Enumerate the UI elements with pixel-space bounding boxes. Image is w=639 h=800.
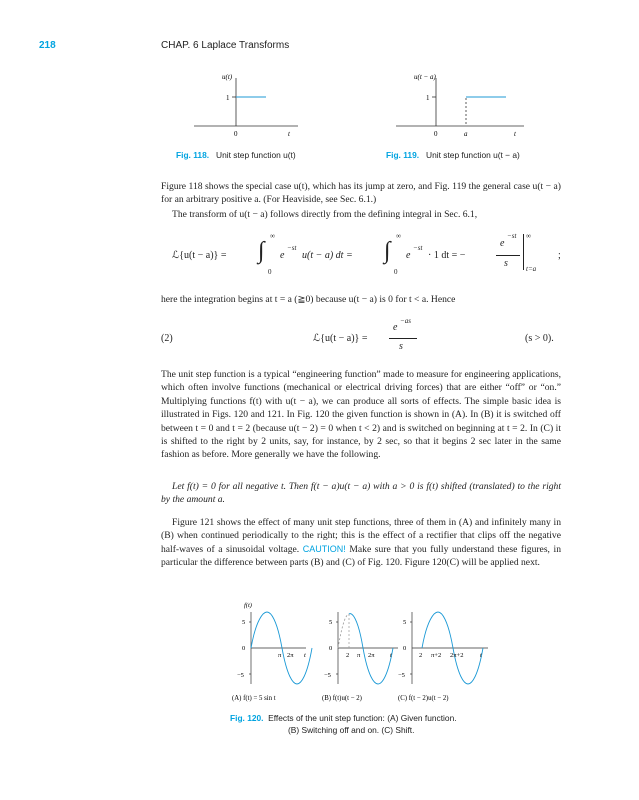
chapter-title: CHAP. 6 Laplace Transforms: [161, 40, 290, 51]
eq2-frac-bar: [389, 338, 417, 339]
eq1-eval-upper: ∞: [526, 232, 531, 240]
panel-c-tick-pi2: π+2: [431, 652, 442, 659]
fig120-caption-line2: (B) Switching off and on. (C) Shift.: [288, 725, 415, 735]
fig118-tick-one: 1: [226, 94, 230, 102]
panel-b-dashed-part: [338, 614, 349, 648]
paragraph-5: Let f(t) = 0 for all negative t. Then f(t − a)u(t − a) with a > 0 is f(t) shifted (translated) to the right by the amount a.: [161, 481, 561, 506]
fig118-ylabel: u(t): [222, 73, 233, 81]
eq1-eval-bar: [523, 234, 524, 270]
fig119-tick-a: a: [464, 130, 468, 138]
eq1-frac-bar: [496, 255, 520, 256]
eq1-frac-num: e: [500, 238, 505, 249]
panel-a-label: (A) f(t) = 5 sin t: [232, 695, 276, 702]
fig119-caption: [386, 150, 520, 160]
eq2-num: e: [393, 322, 398, 333]
panel-b-curve: [349, 614, 393, 684]
fig120-panel-a: [237, 612, 312, 684]
eq1-e1: e: [280, 250, 285, 261]
caution-label: CAUTION!: [302, 543, 346, 554]
panel-a-ym5: −5: [237, 672, 244, 679]
panel-c-ym5: −5: [398, 672, 405, 679]
fig120-caption-line1: Effects of the unit step function: (A) Given function.: [268, 713, 457, 723]
panel-b-tick-2: 2: [346, 652, 350, 659]
eq1-frac-num-exp: −st: [507, 232, 517, 240]
panel-b-label: (B) f(t)u(t − 2): [322, 695, 362, 702]
paragraph-1: Figure 118 shows the special case u(t), which has its jump at zero, and Fig. 119 the general case u(t − a) for an arbitrary positive a. (For Heaviside, see Sec. 6.1.): [161, 181, 561, 206]
panel-b-y5: 5: [329, 619, 333, 626]
fig118-caption-label: Fig. 118.: [176, 150, 210, 160]
eq1-e2-exp: −st: [413, 244, 423, 252]
eq1-upper-2: ∞: [396, 232, 401, 240]
fig120-ylabel: f(t): [244, 602, 252, 609]
eq1-frac-den: s: [504, 258, 508, 269]
panel-a-tick-t: t: [304, 652, 306, 659]
eq1-lhs: ℒ{u(t − a)} =: [172, 250, 227, 261]
fig118-tick-zero: 0: [234, 130, 238, 138]
eq2-den: s: [399, 341, 403, 352]
eq1-integral-2: ∫: [384, 238, 391, 264]
fig118-tick-t: t: [288, 130, 290, 138]
panel-c-tick-2: 2: [419, 652, 423, 659]
paragraph-6: [161, 516, 561, 570]
eq1-e2: e: [406, 250, 411, 261]
fig119-ylabel: u(t − a): [414, 73, 436, 81]
panel-c-tick-t: t: [480, 652, 482, 659]
paragraph-6-part-a: Figure 121 shows the effect of many unit step functions, three of them in (A) and infinitely many in (B) when continued periodically to the right; this is the effect of a rectifier that clips off the negative half-waves of a sinusoidal voltage.: [161, 517, 561, 555]
eq2-num-exp: −as: [400, 317, 411, 325]
eq1-eval-lower: t=a: [526, 265, 537, 273]
panel-c-y0: 0: [403, 645, 407, 652]
fig119-caption-label: Fig. 119.: [386, 150, 420, 160]
eq2-lhs: ℒ{u(t − a)} =: [313, 333, 368, 344]
equation-1: [172, 232, 572, 278]
panel-a-tick-pi: π: [278, 652, 282, 659]
figure-120: [218, 598, 498, 708]
panel-b-ym5: −5: [324, 672, 331, 679]
fig119-caption-text: Unit step function u(t − a): [426, 150, 520, 160]
panel-a-tick-2pi: 2π: [287, 652, 294, 659]
panel-c-label: (C) f(t − 2)u(t − 2): [398, 695, 449, 702]
fig119-tick-zero: 0: [434, 130, 438, 138]
panel-b-tick-t: t: [390, 652, 392, 659]
eq1-integral-1: ∫: [258, 238, 265, 264]
figure-119: [388, 70, 538, 142]
fig119-tick-t: t: [514, 130, 516, 138]
fig120-panel-b: [324, 612, 398, 684]
eq2-condition: (s > 0).: [525, 333, 554, 344]
eq1-tail: ;: [558, 250, 561, 261]
eq1-lower-1: 0: [268, 268, 272, 276]
fig120-panel-c: [398, 612, 488, 684]
paragraph-6-part-b: Make sure that you fully understand these figures, in particular the difference between parts (B) and (C) of Fig. 120. Figure 120(C) will be applied next.: [161, 543, 561, 569]
panel-b-tick-2pi: 2π: [368, 652, 375, 659]
panel-c-y5: 5: [403, 619, 407, 626]
fig120-caption: [230, 712, 510, 736]
panel-b-tick-pi: π: [357, 652, 361, 659]
fig120-caption-label: Fig. 120.: [230, 713, 264, 723]
panel-a-y5: 5: [242, 619, 246, 626]
panel-c-tick-2pi2: 2π+2: [450, 652, 464, 659]
eq1-upper-1: ∞: [270, 232, 275, 240]
paragraph-2: The transform of u(t − a) follows directly from the defining integral in Sec. 6.1,: [172, 209, 478, 220]
paragraph-3: here the integration begins at t = a (≧0) because u(t − a) is 0 for t < a. Hence: [161, 294, 456, 305]
eq1-lower-2: 0: [394, 268, 398, 276]
figure-118: [180, 70, 320, 142]
panel-b-y0: 0: [329, 645, 333, 652]
eq1-int2-rest: · 1 dt = −: [428, 250, 466, 261]
fig118-caption: [176, 150, 296, 160]
page-number: 218: [39, 40, 56, 51]
fig119-tick-one: 1: [426, 94, 430, 102]
panel-a-y0: 0: [242, 645, 246, 652]
eq1-e1-exp: −st: [287, 244, 297, 252]
equation-2: [161, 317, 563, 356]
paragraph-4: The unit step function is a typical “engineering function” made to measure for engineering applications, which often involve functions (mechanical or electrical driving forces) that are either “off” or “on.” Multiplying functions f(t) with u(t − a), we can produce all sorts of effects. The simple basic idea is illustrated in Figs. 120 and 121. In Fig. 120 the given function is shown in (A). In (B) it is switched off between t = 0 and t = 2 (because u(t − 2) = 0 when t < 2) and is switched on beginning at t = 2. In (C) it is shifted to the right by 2 units, say, for instance, by 2 sec, so that it begins 2 sec later in the same fashion as before. More generally we have the following.: [161, 369, 561, 461]
eq1-int1-rest: u(t − a) dt =: [302, 250, 353, 261]
eq2-number: (2): [161, 333, 173, 344]
fig118-caption-text: Unit step function u(t): [216, 150, 296, 160]
